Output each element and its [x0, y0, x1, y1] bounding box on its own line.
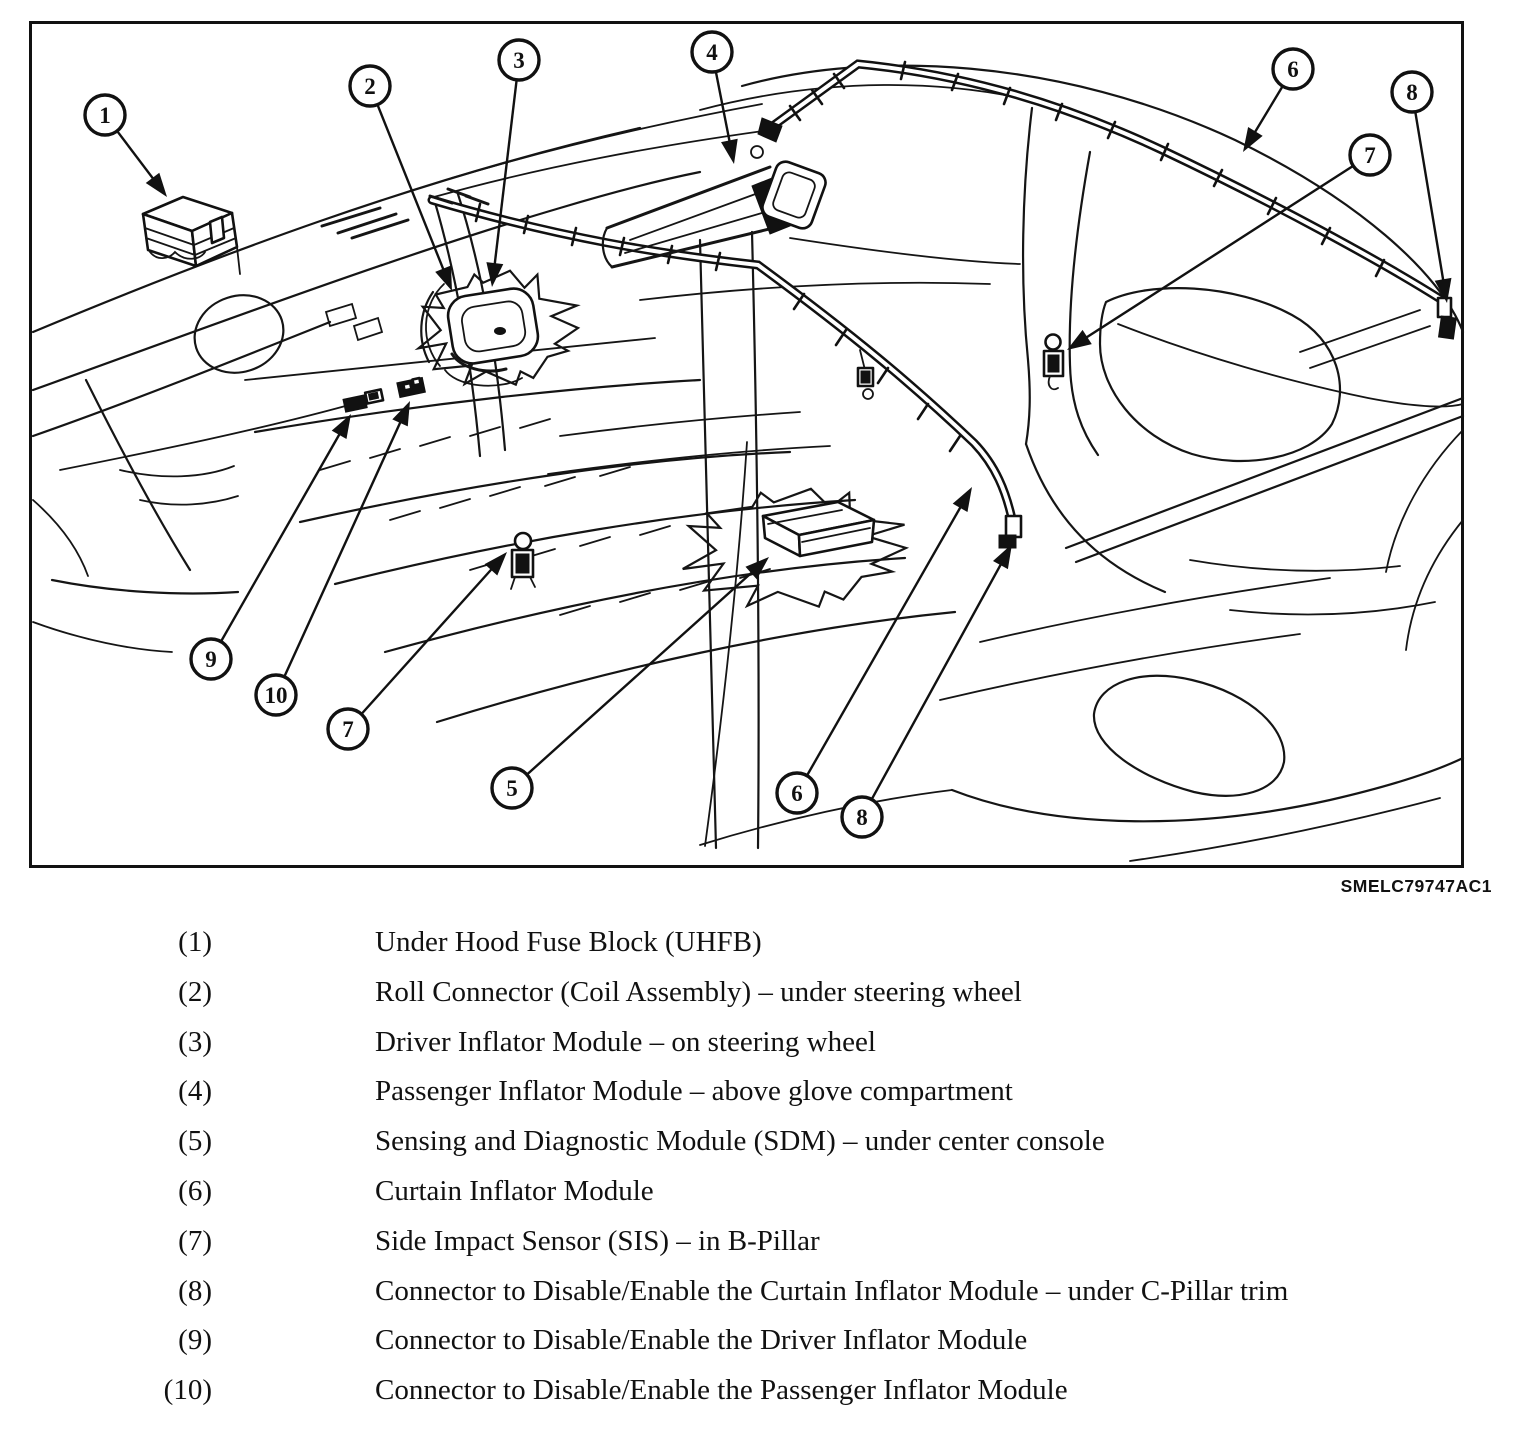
legend-item-description: Connector to Disable/Enable the Curtain Inflator Module – under C-Pillar trim	[375, 1274, 1289, 1307]
callout-number: 7	[342, 717, 354, 742]
callout-2	[350, 66, 452, 291]
under-hood-fuse-block	[143, 197, 240, 274]
callout-leader-line	[361, 567, 493, 714]
figure-code: SMELC79747AC1	[1340, 876, 1492, 896]
callout-number: 8	[856, 805, 868, 830]
driver-disable-connector	[343, 389, 383, 412]
callout-number: 4	[706, 40, 718, 65]
legend-item-number: (8)	[178, 1274, 212, 1307]
side-impact-sensor-right	[1044, 335, 1063, 390]
callout-number: 7	[1364, 143, 1376, 168]
callout-leader-line	[527, 570, 754, 774]
callout-number: 5	[506, 776, 518, 801]
callout-leader-line	[716, 72, 730, 145]
legend-item-description: Connector to Disable/Enable the Driver Inflator Module	[375, 1324, 1028, 1357]
callout-arrow-head	[146, 173, 167, 197]
side-impact-sensor-left	[511, 533, 535, 589]
curtain-disable-connector-right	[1438, 298, 1456, 339]
callout-number: 1	[99, 103, 111, 128]
callout-leader-line	[284, 419, 401, 677]
legend-item-description: Connector to Disable/Enable the Passenger Inflator Module	[375, 1374, 1068, 1407]
legend-item-number: (9)	[178, 1324, 212, 1357]
legend-item-number: (5)	[178, 1125, 212, 1158]
legend-item-number: (6)	[178, 1175, 212, 1207]
callout-1	[85, 95, 167, 197]
callout-6	[1243, 49, 1313, 152]
legend-item-number: (10)	[163, 1374, 212, 1407]
callout-10	[256, 401, 410, 715]
legend-item-description: Roll Connector (Coil Assembly) – under steering wheel	[375, 975, 1022, 1008]
car-body-sketch	[33, 66, 1463, 861]
callout-leader-line	[221, 431, 341, 641]
callout-9	[191, 414, 351, 679]
callout-number: 6	[1287, 57, 1299, 82]
callout-arrow-head	[721, 139, 738, 164]
legend-item-description: Sensing and Diagnostic Module (SDM) – under center console	[375, 1125, 1105, 1158]
callout-number: 3	[513, 48, 525, 73]
legend-item-number: (4)	[178, 1075, 212, 1108]
callout-arrow-head	[392, 401, 410, 426]
callout-4	[692, 32, 738, 164]
legend-item-description: Side Impact Sensor (SIS) – in B-Pillar	[375, 1224, 820, 1257]
callout-leader-line	[1084, 166, 1353, 339]
passenger-disable-connector	[397, 377, 426, 397]
callout-arrow-head	[435, 266, 452, 291]
callout-number: 10	[264, 683, 288, 708]
sensing-and-diagnostic-module	[683, 489, 906, 607]
side-mirror	[184, 284, 293, 384]
callout-3	[486, 40, 539, 287]
legend-item-description: Driver Inflator Module – on steering wheel	[375, 1025, 876, 1058]
legend-item-description: Curtain Inflator Module	[375, 1175, 654, 1207]
legend-item-number: (1)	[178, 926, 212, 958]
legend-item-description: Passenger Inflator Module – above glove compartment	[375, 1075, 1013, 1108]
callout-leader-line	[377, 105, 444, 273]
curtain-inflator-module-right-rail	[751, 62, 1442, 300]
driver-inflator-module	[419, 271, 579, 386]
callout-leader-line	[1253, 86, 1282, 135]
legend-item-number: (7)	[178, 1224, 212, 1257]
callout-arrow-head	[953, 487, 972, 512]
curtain-disable-connector-left	[999, 516, 1021, 548]
legend-item-description: Under Hood Fuse Block (UHFB)	[375, 926, 762, 958]
callout-number: 9	[205, 647, 217, 672]
callout-7	[328, 552, 507, 749]
legend-item-number: (2)	[178, 975, 212, 1008]
callout-leader-line	[117, 131, 155, 181]
callout-number: 8	[1406, 80, 1418, 105]
callout-leader-line	[1415, 112, 1443, 284]
legend-item-number: (3)	[178, 1025, 212, 1058]
callout-number: 2	[364, 74, 376, 99]
callout-leader-line	[494, 80, 516, 267]
callout-number: 6	[791, 781, 803, 806]
callout-leader-line	[872, 562, 1003, 800]
